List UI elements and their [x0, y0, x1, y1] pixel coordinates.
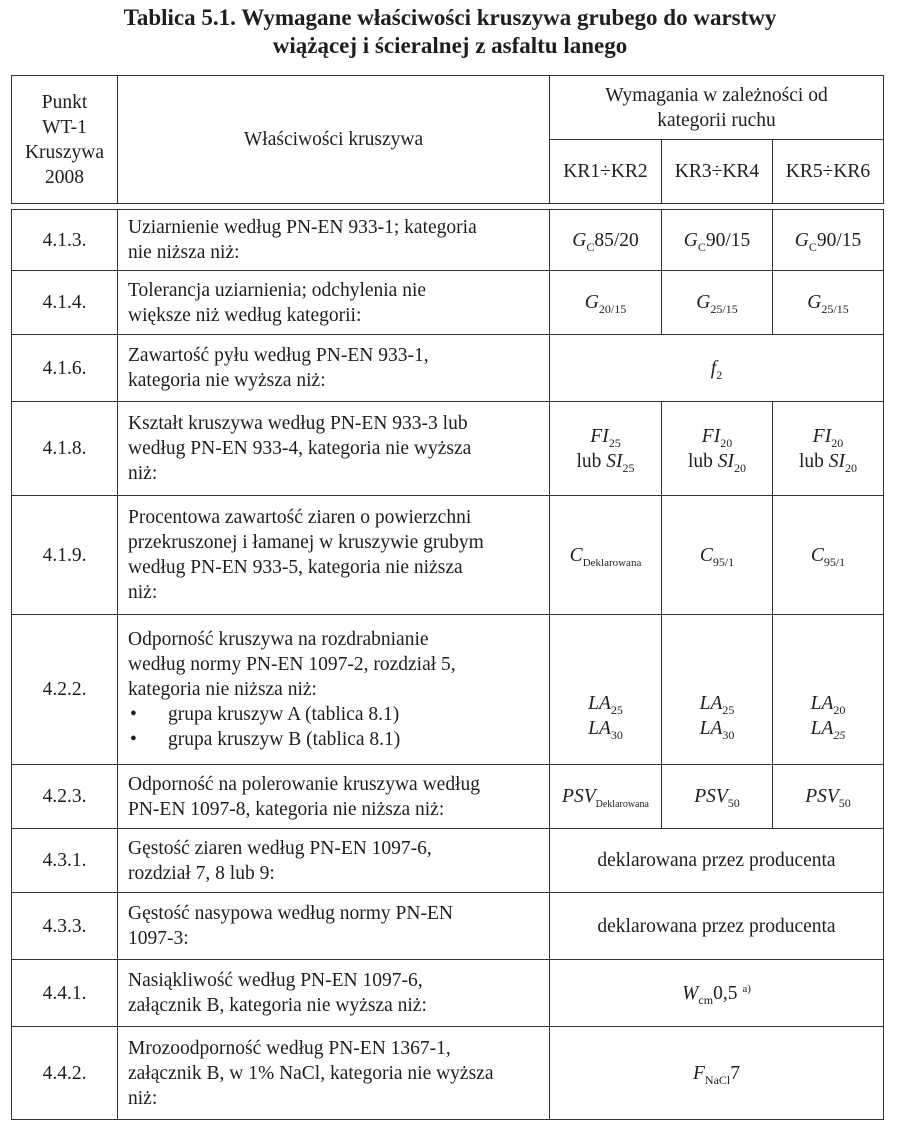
description-line: Gęstość nasypowa według normy PN-EN [128, 903, 453, 924]
symbol-subscript: 25 [608, 435, 621, 450]
header-requirements [550, 76, 884, 140]
value-kr5-kr6 [773, 210, 884, 271]
symbol: G [696, 292, 711, 313]
description-line: Kształt kruszywa według PN-EN 933-3 lub [128, 413, 468, 434]
row-description [118, 765, 550, 829]
symbol: G [683, 229, 698, 251]
description-line: Gęstość ziaren według PN-EN 1097-6, [128, 837, 432, 859]
symbol: C [810, 544, 824, 566]
symbol-subscript: NaCl [704, 1072, 731, 1087]
symbol-subscript: 25/15 [710, 302, 738, 316]
table-row [12, 893, 884, 960]
description-line: Odporność kruszywa na rozdrabnianie [128, 629, 429, 650]
symbol-value: 85/20 [594, 229, 639, 251]
value-all-categories [550, 1027, 884, 1120]
table-row [12, 829, 884, 893]
header-point-line: Kruszywa [24, 141, 105, 163]
symbol-value: 90/15 [816, 229, 862, 251]
symbol-subscript: 30 [722, 727, 735, 742]
symbol: G [807, 292, 822, 313]
symbol: C [569, 544, 583, 566]
symbol-subscript: C [808, 239, 817, 254]
header-category: KR1÷KR2 [550, 140, 662, 204]
value-all-categories [550, 335, 884, 402]
symbol: C [699, 544, 713, 566]
title-line-2: wiążącej i ścieralnej z asfaltu lanego [272, 33, 628, 58]
symbol-subscript: Deklarowana [582, 556, 642, 569]
header-requirements-line: kategorii ruchu [657, 109, 776, 131]
table-row [12, 960, 884, 1027]
value-all-categories [550, 960, 884, 1027]
description-line: według normy PN-EN 1097-2, rozdział 5, [128, 654, 456, 675]
table-row [12, 1027, 884, 1120]
row-point: 4.2.2. [12, 615, 118, 765]
table-row [12, 615, 884, 765]
header-row [12, 76, 884, 140]
table-row [12, 335, 884, 402]
value-kr3-kr4 [662, 271, 773, 335]
value-kr5-kr6 [773, 271, 884, 335]
value-kr5-kr6 [773, 615, 884, 765]
row-description [118, 1027, 550, 1120]
symbol-subscript: C [586, 239, 595, 254]
symbol: FI [701, 425, 721, 447]
value-kr3-kr4 [662, 765, 773, 829]
symbol: PSV [562, 786, 596, 807]
value-kr3-kr4 [662, 496, 773, 615]
bullet-item: • grupa kruszyw A (tablica 8.1) [128, 702, 543, 727]
value-kr1-kr2 [550, 402, 662, 496]
description-line: niż: [128, 1087, 158, 1109]
value-kr3-kr4 [662, 210, 773, 271]
symbol-subscript: 50 [838, 796, 851, 810]
symbol-subscript: cm [698, 992, 714, 1007]
symbol: LA [699, 692, 723, 714]
table-row [12, 271, 884, 335]
value-kr1-kr2 [550, 496, 662, 615]
description-line: 1097-3: [128, 928, 189, 949]
symbol-subscript: C [697, 239, 706, 254]
row-point: 4.1.3. [12, 210, 118, 271]
symbol-value: 7 [730, 1062, 740, 1084]
value-kr5-kr6 [773, 496, 884, 615]
description-line: załącznik B, kategoria nie wyższa niż: [128, 995, 427, 1016]
row-description [118, 335, 550, 402]
row-point: 4.1.8. [12, 402, 118, 496]
symbol: LA [699, 717, 723, 739]
row-description [118, 271, 550, 335]
symbol-subscript: 2 [716, 367, 723, 382]
description-line: rozdział 7, 8 lub 9: [128, 862, 275, 884]
value-kr3-kr4 [662, 402, 773, 496]
table-title [0, 4, 900, 60]
description-line: niż: [128, 463, 158, 484]
row-description [118, 893, 550, 960]
value-kr1-kr2 [550, 765, 662, 829]
value-kr1-kr2 [550, 210, 662, 271]
symbol-subscript: 25 [833, 727, 846, 742]
description-line: Nasiąkliwość według PN-EN 1097-6, [128, 970, 423, 991]
symbol-subscript: 20 [831, 435, 844, 450]
symbol-subscript: 25 [622, 460, 635, 475]
bullet-item: • grupa kruszyw B (tablica 8.1) [128, 727, 543, 752]
symbol-subscript: 20 [720, 435, 733, 450]
footnote-mark: a) [742, 982, 751, 995]
symbol: LA [588, 717, 611, 739]
connector-word: lub [798, 450, 824, 472]
description-line: Odporność na polerowanie kruszywa według [128, 773, 480, 795]
description-line: kategoria nie niższa niż: [128, 679, 317, 700]
value-kr1-kr2 [550, 271, 662, 335]
value-kr5-kr6 [773, 765, 884, 829]
description-line: Zawartość pyłu według PN-EN 933-1, [128, 345, 429, 366]
symbol: F [692, 1062, 705, 1084]
header-point-line: Punkt [41, 91, 88, 113]
symbol: G [572, 229, 587, 251]
symbol-subscript: 95/1 [823, 554, 846, 569]
value-all-categories: deklarowana przez producenta [550, 829, 884, 893]
row-point: 4.3.1. [12, 829, 118, 893]
row-point: 4.2.3. [12, 765, 118, 829]
table-row [12, 210, 884, 271]
symbol-subscript: Deklarowana [595, 799, 649, 810]
description-line: większe niż według kategorii: [128, 304, 362, 326]
symbol: PSV [694, 786, 728, 807]
description-line: kategoria nie wyższa niż: [128, 370, 326, 391]
description-line: Uziarnienie według PN-EN 933-1; kategoria [128, 217, 477, 238]
connector-word: lub [576, 450, 602, 472]
symbol: SI [717, 450, 735, 472]
symbol: LA [810, 692, 834, 714]
symbol: G [584, 292, 599, 313]
table-row [12, 496, 884, 615]
description-line: PN-EN 1097-8, kategoria nie niższa niż: [128, 798, 445, 820]
row-point: 4.1.9. [12, 496, 118, 615]
description-line: według PN-EN 933-4, kategoria nie wyższa [128, 438, 472, 459]
value-all-categories: deklarowana przez producenta [550, 893, 884, 960]
symbol-subscript: 20 [845, 460, 858, 475]
value-kr5-kr6 [773, 402, 884, 496]
row-point: 4.1.6. [12, 335, 118, 402]
connector-word: lub [687, 450, 713, 472]
symbol: FI [590, 425, 609, 447]
symbol-subscript: 20/15 [598, 302, 627, 316]
row-description [118, 496, 550, 615]
table-row [12, 765, 884, 829]
row-point: 4.4.1. [12, 960, 118, 1027]
description-line: według PN-EN 933-5, kategoria nie niższa [128, 557, 463, 578]
symbol-subscript: 25 [722, 702, 735, 717]
description-line: nie niższa niż: [128, 242, 240, 263]
header-point-line: 2008 [45, 166, 84, 188]
symbol-subscript: 30 [610, 727, 623, 742]
aggregate-requirements-table [11, 75, 884, 1120]
row-description [118, 829, 550, 893]
description-line: niż: [128, 582, 158, 603]
symbol-subscript: 25/15 [821, 302, 849, 316]
header-category: KR3÷KR4 [662, 140, 773, 204]
header-requirements-line: Wymagania w zależności od [605, 84, 828, 106]
description-line: Procentowa zawartość ziaren o powierzchni [128, 507, 472, 528]
symbol: G [794, 229, 809, 251]
description-line: Tolerancja uziarnienia; odchylenia nie [128, 279, 427, 301]
symbol-subscript: 20 [734, 460, 747, 475]
row-point: 4.1.4. [12, 271, 118, 335]
symbol: LA [588, 692, 611, 714]
description-line: załącznik B, w 1% NaCl, kategoria nie wyższa [128, 1062, 494, 1084]
row-description [118, 210, 550, 271]
header-point [12, 76, 118, 204]
row-point: 4.3.3. [12, 893, 118, 960]
symbol: W [682, 982, 699, 1004]
row-description [118, 402, 550, 496]
description-line: Mrozoodporność według PN-EN 1367-1, [128, 1037, 451, 1059]
row-description [118, 615, 550, 765]
symbol-subscript: 95/1 [712, 554, 735, 569]
symbol: PSV [805, 786, 839, 807]
bullet-list [128, 702, 543, 752]
value-kr3-kr4 [662, 615, 773, 765]
header-property: Właściwości kruszywa [118, 76, 550, 204]
symbol: SI [828, 450, 846, 472]
symbol: LA [810, 717, 834, 739]
symbol-subscript: 25 [610, 702, 623, 717]
symbol-value: 0,5 [713, 982, 738, 1004]
title-line-1: Tablica 5.1. Wymagane właściwości kruszywa grubego do warstwy [123, 5, 777, 30]
description-line: przekruszonej i łamanej w kruszywie grubym [128, 532, 484, 553]
symbol-subscript: 50 [727, 796, 740, 810]
symbol: SI [606, 450, 623, 472]
table-row [12, 402, 884, 496]
symbol-value: 90/15 [705, 229, 751, 251]
header-category: KR5÷KR6 [773, 140, 884, 204]
row-point: 4.4.2. [12, 1027, 118, 1120]
header-point-line: WT-1 [42, 116, 87, 138]
symbol-subscript: 20 [833, 702, 846, 717]
row-description [118, 960, 550, 1027]
value-kr1-kr2 [550, 615, 662, 765]
symbol: FI [812, 425, 832, 447]
symbol: f [710, 357, 717, 379]
